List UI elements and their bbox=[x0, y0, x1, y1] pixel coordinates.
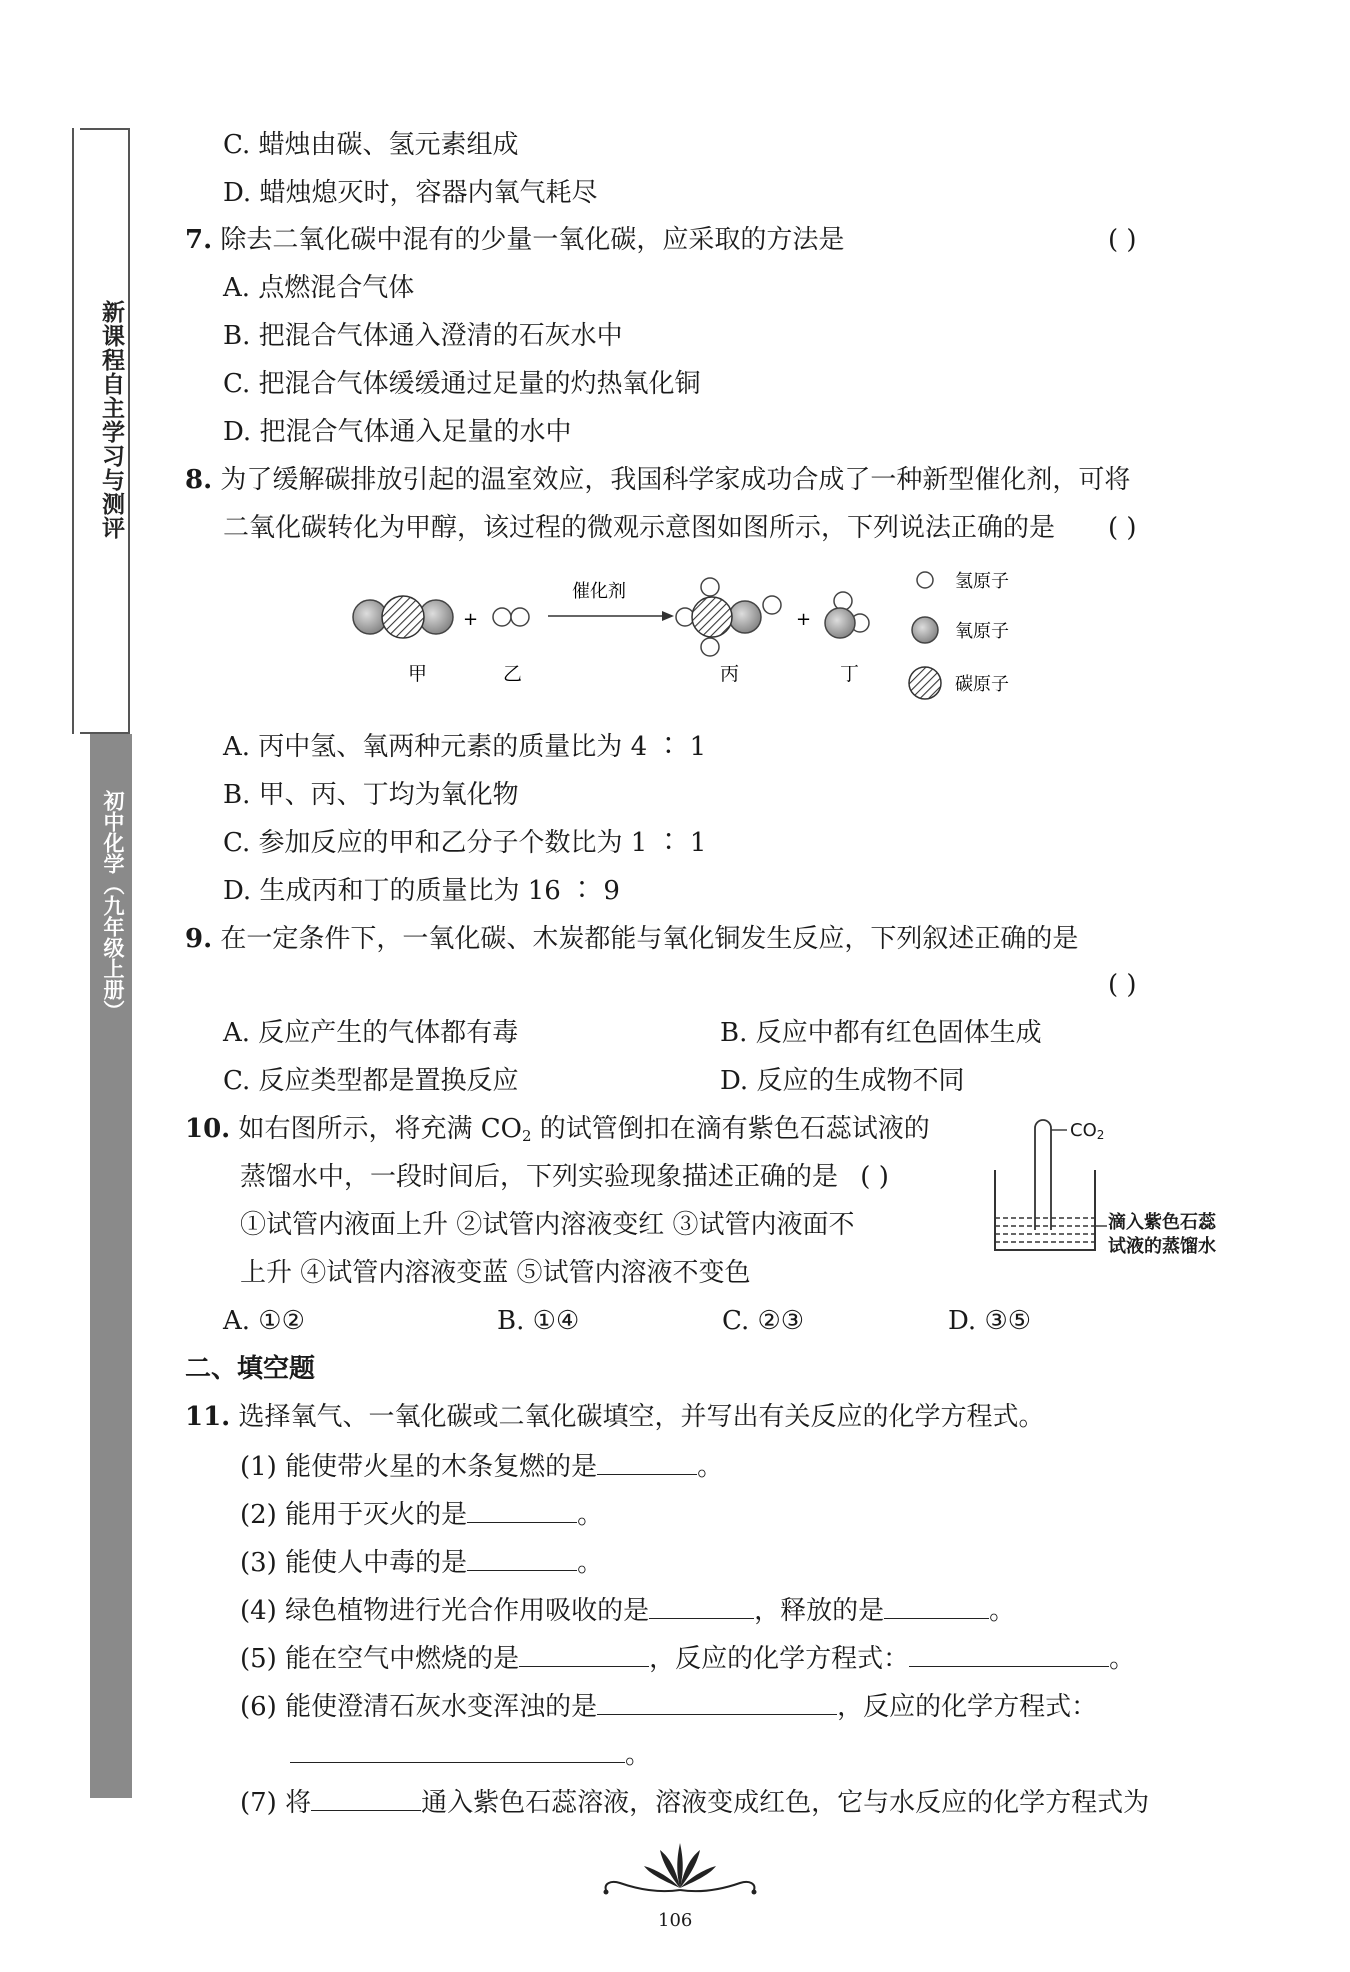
q7-option-a: A. 点燃混合气体 bbox=[223, 273, 415, 303]
q11-blank-6b[interactable] bbox=[290, 1736, 625, 1763]
q11-sub7: (7) 将 通入紫色石蕊溶液，溶液变成红色，它与水反应的化学方程式为 bbox=[240, 1784, 1149, 1820]
q9-number: 9. bbox=[185, 924, 213, 954]
q10-stem-text-2: 蒸馏水中，一段时间后，下列实验现象描述正确的是 bbox=[240, 1162, 839, 1192]
diagram-legend bbox=[909, 571, 1009, 699]
q7-option-d: D. 把混合气体通入足量的水中 bbox=[223, 417, 572, 447]
q9-stem-text: 在一定条件下，一氧化碳、木炭都能与氧化铜发生反应，下列叙述正确的是 bbox=[220, 924, 1079, 954]
q8-stem-text-1: 为了缓解碳排放引起的温室效应，我国科学家成功合成了一种新型催化剂，可将 bbox=[220, 465, 1131, 495]
q11-blank-1[interactable] bbox=[597, 1448, 697, 1475]
side-tab-subject-label: 初中化学（九年级上册） bbox=[101, 790, 125, 1021]
q11-sub1: (1) 能使带火星的木条复燃的是 。 bbox=[240, 1448, 723, 1484]
q11-blank-4b[interactable] bbox=[884, 1592, 989, 1619]
q11-sub4: (4) 绿色植物进行光合作用吸收的是 ，释放的是 。 bbox=[240, 1592, 1015, 1628]
section-title-fill-in: 二、填空题 bbox=[185, 1354, 316, 1384]
q11-sub5: (5) 能在空气中燃烧的是 ，反应的化学方程式： 。 bbox=[240, 1640, 1135, 1676]
q10-fig-liquid-label-1: 滴入紫色石蕊 bbox=[1108, 1212, 1216, 1233]
q10-stem-text-1b: 的试管倒扣在滴有紫色石蕊试液的 bbox=[531, 1114, 930, 1144]
q11-stem bbox=[185, 1400, 1045, 1434]
q11-sub3: (3) 能使人中毒的是 。 bbox=[240, 1544, 603, 1580]
q11-blank-5b[interactable] bbox=[909, 1640, 1109, 1667]
label-bing: 丙 bbox=[720, 663, 740, 685]
plus-sign-1: + bbox=[463, 609, 479, 630]
q9-option-b: B. 反应中都有红色固体生成 bbox=[720, 1018, 1042, 1048]
q8-answer-paren[interactable]: ( ) bbox=[1108, 513, 1137, 543]
molecule-bing-methanol bbox=[676, 578, 781, 656]
catalyst-label: 催化剂 bbox=[572, 581, 626, 602]
q7-answer-paren[interactable]: ( ) bbox=[1108, 225, 1137, 255]
q7-number: 7. bbox=[185, 225, 213, 255]
q11-sub6-cont: 。 bbox=[290, 1736, 651, 1772]
q7-option-b: B. 把混合气体通入澄清的石灰水中 bbox=[223, 321, 623, 351]
q9-option-a: A. 反应产生的气体都有毒 bbox=[223, 1018, 519, 1048]
q11-blank-6a[interactable] bbox=[597, 1688, 837, 1715]
q10-stem-text-1a: 如右图所示，将充满 CO bbox=[238, 1114, 522, 1144]
q11-sub6: (6) 能使澄清石灰水变浑浊的是 ，反应的化学方程式： bbox=[240, 1688, 1097, 1724]
q10-answer-paren[interactable]: ( ) bbox=[860, 1162, 889, 1192]
page-number: 106 bbox=[658, 1910, 693, 1931]
q11-blank-4a[interactable] bbox=[649, 1592, 754, 1619]
q10-option-b: B. ①④ bbox=[497, 1306, 580, 1336]
q9-stem bbox=[185, 922, 1078, 956]
q10-stem-line1 bbox=[185, 1112, 930, 1153]
legend-hydrogen: 氢原子 bbox=[955, 571, 1009, 592]
q10-fig-liquid-label-2: 试液的蒸馏水 bbox=[1108, 1236, 1216, 1257]
q11-stem-text: 选择氧气、一氧化碳或二氧化碳填空，并写出有关反应的化学方程式。 bbox=[238, 1402, 1045, 1432]
q10-option-d: D. ③⑤ bbox=[948, 1306, 1032, 1336]
label-jia: 甲 bbox=[408, 663, 428, 685]
plus-sign-2: + bbox=[796, 609, 812, 630]
q8-option-c: C. 参加反应的甲和乙分子个数比为 1 ∶ 1 bbox=[223, 828, 707, 858]
q9-answer-paren[interactable]: ( ) bbox=[1108, 970, 1137, 1000]
q10-co2-subscript: 2 bbox=[521, 1127, 532, 1145]
molecule-jia-co2 bbox=[353, 596, 453, 638]
q9-option-d: D. 反应的生成物不同 bbox=[720, 1066, 965, 1096]
legend-carbon: 碳原子 bbox=[955, 674, 1009, 695]
q10-choices-line1: ①试管内液面上升 ②试管内溶液变红 ③试管内液面不 bbox=[240, 1210, 855, 1240]
q11-blank-3[interactable] bbox=[467, 1544, 577, 1571]
q9-option-c: C. 反应类型都是置换反应 bbox=[223, 1066, 519, 1096]
q10-option-c: C. ②③ bbox=[722, 1306, 805, 1336]
q11-sub2: (2) 能用于灭火的是 。 bbox=[240, 1496, 603, 1532]
q8-reaction-diagram bbox=[340, 565, 1040, 700]
q10-option-a: A. ①② bbox=[223, 1306, 305, 1336]
q8-option-a: A. 丙中氢、氧两种元素的质量比为 4 ∶ 1 bbox=[223, 732, 707, 762]
label-ding: 丁 bbox=[840, 663, 860, 685]
q6-option-c: C. 蜡烛由碳、氢元素组成 bbox=[223, 130, 519, 160]
q10-choices-line2: 上升 ④试管内溶液变蓝 ⑤试管内溶液不变色 bbox=[240, 1258, 751, 1288]
q11-blank-2[interactable] bbox=[467, 1496, 577, 1523]
q11-blank-7[interactable] bbox=[311, 1784, 421, 1811]
molecule-ding-water bbox=[825, 592, 869, 638]
q8-stem-line1 bbox=[185, 463, 1130, 497]
q11-blank-5a[interactable] bbox=[519, 1640, 649, 1667]
q6-option-d: D. 蜡烛熄灭时，容器内氧气耗尽 bbox=[223, 178, 598, 208]
q7-stem bbox=[185, 223, 844, 257]
q8-stem-line2: 二氧化碳转化为甲醇，该过程的微观示意图如图所示，下列说法正确的是 bbox=[223, 513, 1056, 543]
side-tab-series-title: 新课程自主学习与测评 bbox=[98, 300, 124, 540]
q7-option-c: C. 把混合气体缓缓通过足量的灼热氧化铜 bbox=[223, 369, 701, 399]
footer-ornament-icon bbox=[600, 1838, 760, 1908]
q8-option-b: B. 甲、丙、丁均为氧化物 bbox=[223, 780, 519, 810]
q10-fig-co2-label: CO2 bbox=[1070, 1120, 1105, 1142]
q8-option-d: D. 生成丙和丁的质量比为 16 ∶ 9 bbox=[223, 876, 620, 906]
label-yi: 乙 bbox=[503, 663, 523, 685]
molecule-yi-h2 bbox=[493, 608, 529, 626]
q10-stem-line2 bbox=[240, 1160, 889, 1194]
q10-number: 10. bbox=[185, 1114, 231, 1144]
q8-number: 8. bbox=[185, 465, 213, 495]
q7-stem-text: 除去二氧化碳中混有的少量一氧化碳，应采取的方法是 bbox=[220, 225, 845, 255]
legend-oxygen: 氧原子 bbox=[955, 621, 1009, 642]
q11-number: 11. bbox=[185, 1402, 231, 1432]
